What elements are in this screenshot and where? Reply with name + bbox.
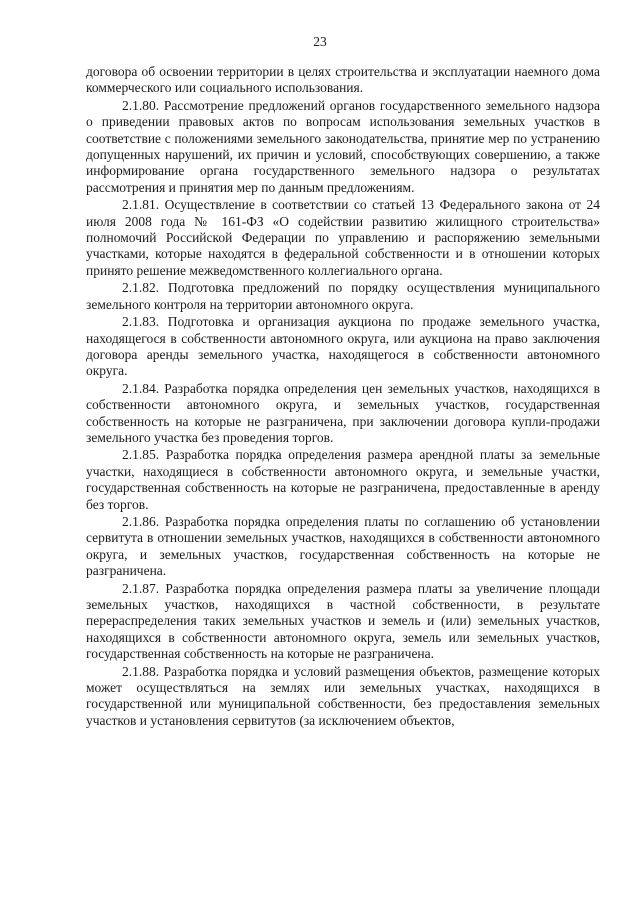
document-body [86,64,600,730]
paragraph-2-1-81: 2.1.81. Осуществление в соответствии со статьей 13 Федерального закона от 24 июля 2008 года № 161-ФЗ «О содействии развитию жилищного строительства» полномочий Российской Федерации по управлению и распоряжению земельными участками, которые находятся в федеральной собственности и в отношении которых принято решение межведомственного коллегиального органа. [86,197,600,278]
paragraph-2-1-88: 2.1.88. Разработка порядка и условий размещения объектов, размещение которых может осуществляться на землях или земельных участках, находящихся в государственной или муниципальной собственности, без предоставления земельных участков и установления сервитутов (за исключением объектов, [86,663,600,728]
paragraph-2-1-86: 2.1.86. Разработка порядка определения платы по соглашению об установлении сервитута в отношении земельных участков, находящихся в собственности автономного округа, и земельных участков, государственная собственность на которые не разграничена. [86,513,600,579]
paragraph-2-1-83: 2.1.83. Подготовка и организация аукциона по продаже земельного участка, находящегося в собственности автономного округа, или аукциона на право заключения договора аренды земельного участка, находящегося в собственности автономного округа. [86,314,600,379]
paragraph-2-1-87: 2.1.87. Разработка порядка определения размера платы за увеличение площади земельных участков, находящихся в частной собственности, в результате перераспределения таких земельных участков и земель и (или) земельных участков, находящихся в собственности автономного округа, земель или земельных участков, государственная собственность на которые не разграничена. [86,580,600,662]
paragraph-2-1-84: 2.1.84. Разработка порядка определения цен земельных участков, находящихся в собственности автономного округа, и земельных участков, государственная собственность на которые не разграничена, при заключении договора купли-продажи земельного участка без проведения торгов. [86,380,600,445]
paragraph-continuation: договора об освоении территории в целях строительства и эксплуатации наемного дома коммерческого или социального использования. [86,64,600,96]
paragraph-2-1-80: 2.1.80. Рассмотрение предложений органов государственного земельного надзора о приведении правовых актов по вопросам использования земельных участков в соответствие с положениями земельного законодательства, принятие мер по устранению допущенных нарушений, их причин и условий, способствующих совершению, а также информирование органа государственного земельного надзора о результатах рассмотрения и принятия мер по данным предложениям. [86,97,600,195]
paragraph-2-1-82: 2.1.82. Подготовка предложений по порядку осуществления муниципального земельного контроля на территории автономного округа. [86,280,600,312]
paragraph-2-1-85: 2.1.85. Разработка порядка определения размера арендной платы за земельные участки, находящиеся в собственности автономного округа, и земельные участки, государственная собственность на которые не разграничена, предоставленные в аренду без торгов. [86,447,600,512]
page-number: 23 [313,34,327,49]
